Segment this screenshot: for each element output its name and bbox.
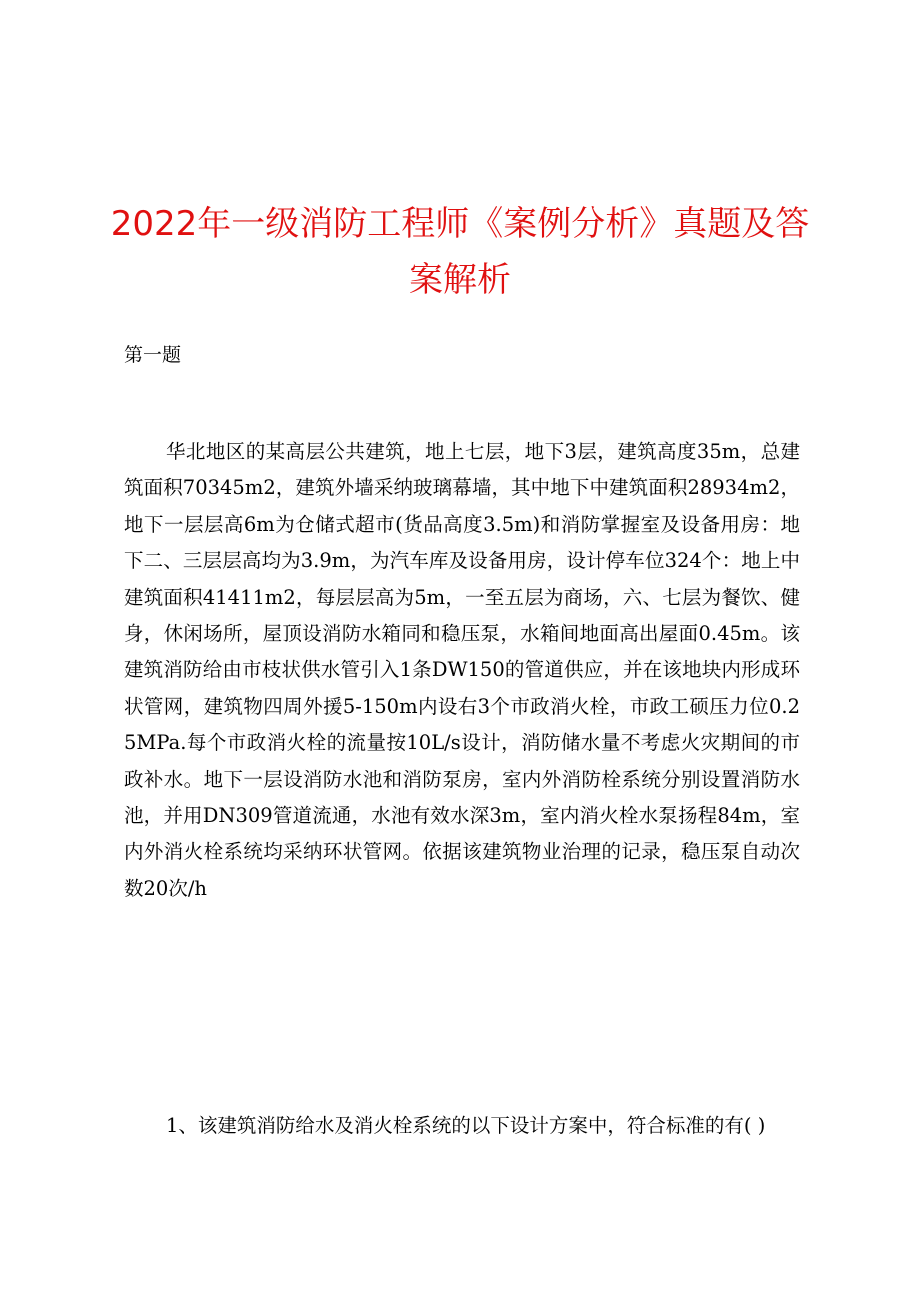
document-title: 2022年一级消防工程师《案例分析》真题及答案解析 bbox=[110, 204, 810, 300]
question-text: 1、该建筑消防给水及消火栓系统的以下设计方案中，符合标准的有( ) bbox=[166, 1114, 766, 1137]
case-description-paragraph: 华北地区的某高层公共建筑，地上七层，地下3层，建筑高度35m，总建筑面积70345m2，建筑外墙采纳玻璃幕墙，其中地下中建筑面积28934m2，地下一层层高6m为仓储式超市(货品高度3.5m)和消防掌握室及设备用房：地下二、三层层高均为3.9m，为汽车库及设备用房，设计停车位324个：地上中建筑面积41411m2，每层层高为5m，一至五层为商场，六、七层为餐饮、健身，休闲场所，屋顶设消防水箱同和稳压泵，水箱间地面高出屋面0.45m。该建筑消防给由市枝状供水管引入1条DW150的管道供应，并在该地块内形成环状管网，建筑物四周外援5-150m内设右3个市政消火栓，市政工硕压力位0.25MPa.每个市政消火栓的流量按10L/s设计，消防储水量不考虑火灾期间的市政补水。地下一层设消防水池和消防泵房，室内外消防栓系统分别设置消防水池，并用DN309管道流通，水池有效水深3m，室内消火栓水泵扬程84m，室内外消火栓系统均采纳环状管网。依据该建筑物业治理的记录，稳压泵自动次数20次/h bbox=[124, 440, 800, 900]
section-label: 第一题 bbox=[124, 344, 182, 366]
